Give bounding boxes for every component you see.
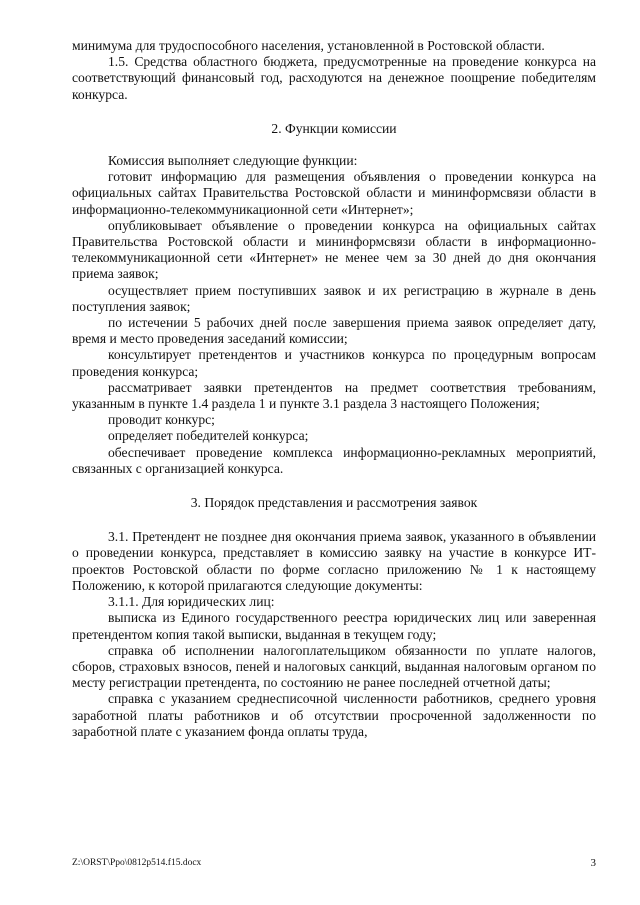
list-item: справка об исполнении налогоплательщиком обязанности по уплате налогов, сборов, страховых взносов, пеней и налоговых санкций, выданная налоговым органом по месту регистрации претендента, по состоянию не ранее последней отчетной даты; [72,642,596,691]
list-item: рассматривает заявки претендентов на предмет соответствия требованиям, указанным в пункте 1.4 раздела 1 и пункте 3.1 раздела 3 настоящего Положения; [72,379,596,412]
list-item: обеспечивает проведение комплекса информационно-рекламных мероприятий, связанных с организацией конкурса. [72,444,596,476]
file-path: Z:\ORST\Ppo\0812p514.f15.docx [72,858,202,868]
list-item: выписка из Единого государственного реестра юридических лиц или заверенная претендентом копия такой выписки, выданная в текущем году; [72,610,596,642]
list-item: готовит информацию для размещения объявления о проведении конкурса на официальных сайтах Правительства Ростовской области и мининформсвязи области в информационно-телекоммуникационной сети «Интернет»; [72,169,596,217]
list-item: опубликовывает объявление о проведении конкурса на официальных сайтах Правительства Ростовской области и мининформсвязи области в информационно-телекоммуникационной сети «Интернет» не менее чем за 30 дней до дня окончания приема заявок; [72,217,596,282]
page-content [72,38,596,740]
paragraph-1-5: 1.5. Средства областного бюджета, предусмотренные на проведение конкурса на соответствующий финансовый год, расходуются на денежное поощрение победителям конкурса. [72,54,596,102]
list-item: справка с указанием среднесписочной численности работников, среднего уровня заработной платы работников и об отсутствии просроченной задолженности по заработной плате с указанием фонда оплаты труда, [72,691,596,739]
paragraph-3-1-1: 3.1.1. Для юридических лиц: [108,594,275,610]
section-2-heading: 2. Функции комиссии [271,120,397,136]
page-number: 3 [590,857,596,869]
list-item: определяет победителей конкурса; [108,428,309,444]
list-item: осуществляет прием поступивших заявок и их регистрацию в журнале в день поступления заявок; [72,282,596,314]
list-item: проводит конкурс; [108,412,215,428]
list-item: по истечении 5 рабочих дней после завершения приема заявок определяет дату, время и место проведения заседаний комиссии; [72,315,596,347]
section-3-heading: 3. Порядок представления и рассмотрения заявок [190,495,478,511]
paragraph-continuation: минимума для трудоспособного населения, установленной в Ростовской области. [72,38,545,53]
list-item: консультирует претендентов и участников конкурса по процедурным вопросам проведения конкурса; [72,347,596,379]
paragraph-3-1: 3.1. Претендент не позднее дня окончания приема заявок, указанного в объявлении о проведении конкурса, представляет в комиссию заявку на участие в конкурсе ИТ-проектов Ростовской области по форме согласно приложению № 1 к настоящему Положению, к которой прилагаются следующие документы: [72,529,596,593]
section-2-intro: Комиссия выполняет следующие функции: [108,153,358,169]
